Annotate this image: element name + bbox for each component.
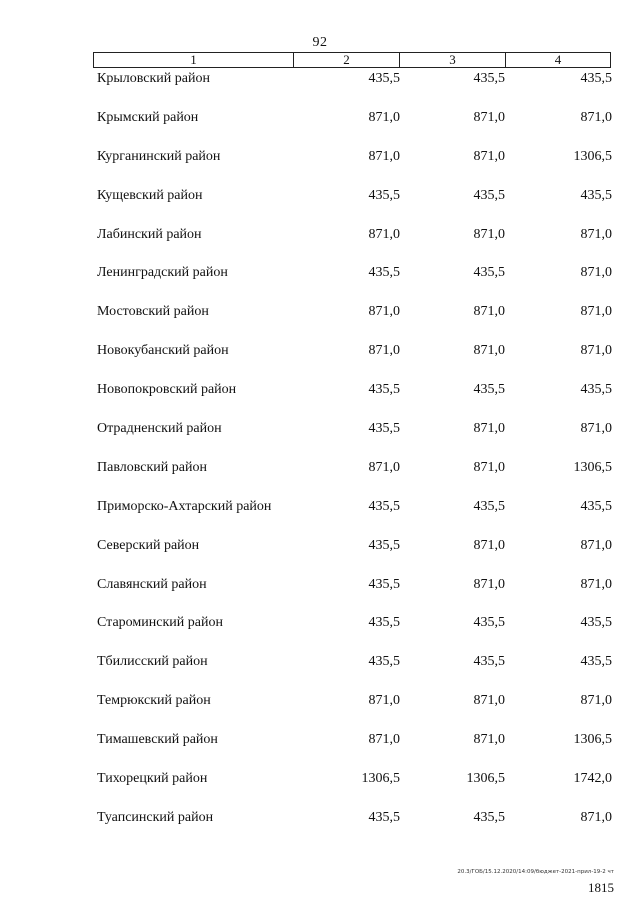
district-name: Курганинский район — [97, 148, 221, 164]
district-name: Лабинский район — [97, 226, 202, 242]
district-name: Отрадненский район — [97, 421, 222, 437]
value-col-2: 435,5 — [368, 537, 400, 553]
value-col-2: 871,0 — [368, 109, 400, 125]
value-col-3: 871,0 — [473, 226, 505, 242]
district-name: Северский район — [97, 537, 200, 553]
value-col-3: 871,0 — [473, 693, 505, 709]
value-col-3: 435,5 — [473, 71, 505, 86]
district-name: Туапсинский район — [97, 809, 214, 825]
table-row — [0, 460, 640, 499]
table-row — [0, 538, 640, 577]
column-header-1: 1 — [94, 53, 294, 67]
value-col-3: 435,5 — [473, 809, 505, 825]
district-name: Тбилисский район — [97, 654, 208, 670]
district-name: Тимашевский район — [97, 732, 218, 748]
district-name: Тихорецкий район — [97, 771, 208, 787]
value-col-3: 871,0 — [473, 732, 505, 748]
value-col-2: 435,5 — [368, 498, 400, 514]
value-col-2: 435,5 — [368, 265, 400, 281]
value-col-4: 871,0 — [580, 304, 612, 320]
table-row — [0, 188, 640, 227]
value-col-2: 435,5 — [368, 654, 400, 670]
value-col-4: 435,5 — [580, 654, 612, 670]
table-row — [0, 227, 640, 266]
value-col-2: 871,0 — [368, 732, 400, 748]
value-col-4: 1742,0 — [573, 771, 612, 787]
value-col-4: 435,5 — [580, 187, 612, 203]
value-col-2: 435,5 — [368, 809, 400, 825]
value-col-3: 435,5 — [473, 382, 505, 398]
value-col-4: 871,0 — [580, 809, 612, 825]
value-col-4: 871,0 — [580, 576, 612, 592]
value-col-4: 1306,5 — [573, 732, 612, 748]
value-col-2: 1306,5 — [361, 771, 400, 787]
value-col-2: 871,0 — [368, 693, 400, 709]
table-row — [0, 732, 640, 771]
footer-document-code: 20.3/ГОБ/15.12.2020/14:09/бюджет-2021-прил-19-2 чт — [457, 869, 614, 875]
value-col-4: 435,5 — [580, 382, 612, 398]
value-col-3: 871,0 — [473, 304, 505, 320]
district-name: Новокубанский район — [97, 343, 229, 359]
column-header-4: 4 — [554, 52, 562, 67]
table-row — [0, 421, 640, 460]
value-col-3: 871,0 — [473, 109, 505, 125]
district-name: Приморско-Ахтарский район — [97, 498, 272, 514]
value-col-4: 871,0 — [580, 421, 612, 437]
value-col-4: 435,5 — [580, 615, 612, 631]
table-row — [0, 304, 640, 343]
value-col-3: 871,0 — [473, 148, 505, 164]
table-row — [0, 499, 640, 538]
value-col-2: 871,0 — [368, 343, 400, 359]
value-col-2: 871,0 — [368, 226, 400, 242]
footer-page-number: 1815 — [588, 880, 614, 895]
district-name: Ленинградский район — [97, 265, 228, 281]
column-header-row — [93, 52, 611, 68]
value-col-4: 871,0 — [580, 343, 612, 359]
value-col-3: 435,5 — [473, 187, 505, 203]
value-col-3: 435,5 — [473, 265, 505, 281]
page-number: 92 — [312, 35, 328, 50]
value-col-3: 435,5 — [473, 498, 505, 514]
column-header-3: 3 — [400, 53, 506, 67]
value-col-2: 435,5 — [368, 187, 400, 203]
table-row — [0, 577, 640, 616]
value-col-2: 435,5 — [368, 421, 400, 437]
value-col-2: 871,0 — [368, 148, 400, 164]
table-row — [0, 382, 640, 421]
table-row — [0, 110, 640, 149]
value-col-3: 871,0 — [473, 421, 505, 437]
value-col-3: 871,0 — [473, 576, 505, 592]
district-name: Темрюкский район — [97, 693, 211, 709]
value-col-4: 871,0 — [580, 265, 612, 281]
value-col-3: 871,0 — [473, 537, 505, 553]
value-col-3: 1306,5 — [466, 771, 505, 787]
district-name: Крыловский район — [97, 71, 210, 86]
district-name: Крымский район — [97, 109, 199, 125]
table-body — [0, 71, 640, 849]
value-col-2: 871,0 — [368, 304, 400, 320]
table-row — [0, 149, 640, 188]
district-name: Новопокровский район — [97, 382, 237, 398]
table-row — [0, 771, 640, 810]
district-name: Павловский район — [97, 459, 207, 475]
table-row — [0, 693, 640, 732]
table-row — [0, 343, 640, 382]
value-col-3: 871,0 — [473, 459, 505, 475]
value-col-3: 435,5 — [473, 615, 505, 631]
value-col-2: 435,5 — [368, 615, 400, 631]
district-name: Кущевский район — [97, 187, 203, 203]
value-col-2: 435,5 — [368, 576, 400, 592]
value-col-3: 871,0 — [473, 343, 505, 359]
table-row — [0, 654, 640, 693]
value-col-4: 871,0 — [580, 226, 612, 242]
value-col-4: 1306,5 — [573, 459, 612, 475]
table-row — [0, 71, 640, 110]
district-name: Мостовский район — [97, 304, 209, 320]
table-row — [0, 810, 640, 849]
table-row — [0, 265, 640, 304]
value-col-3: 435,5 — [473, 654, 505, 670]
value-col-4: 871,0 — [580, 537, 612, 553]
value-col-4: 871,0 — [580, 109, 612, 125]
value-col-2: 871,0 — [368, 459, 400, 475]
district-name: Староминский район — [97, 615, 223, 631]
value-col-4: 1306,5 — [573, 148, 612, 164]
column-header-2: 2 — [294, 53, 400, 67]
value-col-4: 435,5 — [580, 71, 612, 86]
value-col-2: 435,5 — [368, 382, 400, 398]
value-col-4: 871,0 — [580, 693, 612, 709]
value-col-4: 435,5 — [580, 498, 612, 514]
value-col-2: 435,5 — [368, 71, 400, 86]
district-name: Славянский район — [97, 576, 207, 592]
table-row — [0, 615, 640, 654]
